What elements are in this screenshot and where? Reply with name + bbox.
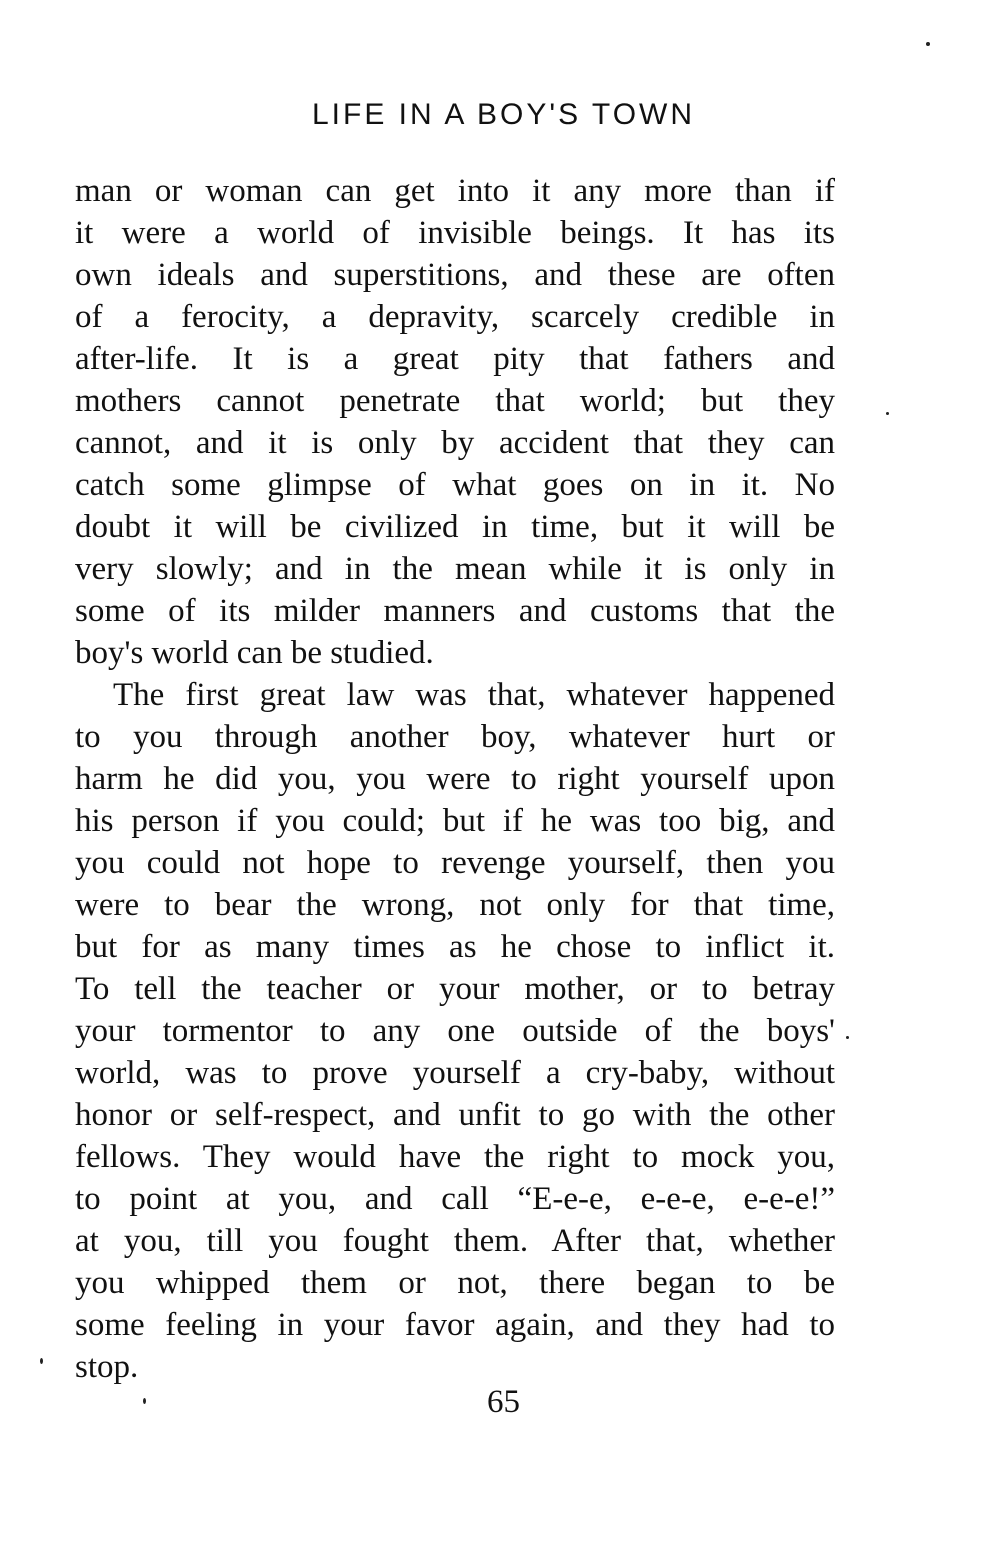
page-number: 65 [487, 1384, 520, 1420]
text-line: after-life. It is a great pity that fathers and [75, 341, 835, 377]
scan-speck [846, 1036, 849, 1039]
scan-speck [886, 412, 889, 415]
running-head: LIFE IN A BOY'S TOWN [311, 98, 696, 131]
text-line: harm he did you, you were to right yourself upon [75, 761, 835, 797]
text-line: mothers cannot penetrate that world; but they [75, 383, 835, 419]
text-line: man or woman can get into it any more than if [75, 173, 835, 209]
text-line: fellows. They would have the right to mock you, [75, 1139, 835, 1175]
text-line: To tell the teacher or your mother, or to betray [75, 971, 835, 1007]
text-line: cannot, and it is only by accident that they can [75, 425, 835, 461]
text-line: you whipped them or not, there began to be [75, 1265, 835, 1301]
text-line: catch some glimpse of what goes on in it. No [75, 467, 835, 503]
text-line: world, was to prove yourself a cry-baby, without [75, 1055, 835, 1091]
text-line: your tormentor to any one outside of the boys' [75, 1013, 835, 1049]
text-line: to you through another boy, whatever hurt or [75, 719, 835, 755]
text-line: honor or self-respect, and unfit to go with the other [75, 1097, 835, 1133]
text-line: his person if you could; but if he was too big, and [75, 803, 835, 839]
text-line: very slowly; and in the mean while it is only in [75, 551, 835, 587]
text-line: at you, till you fought them. After that, whether [75, 1223, 835, 1259]
text-line: boy's world can be studied. [75, 635, 434, 671]
text-line: own ideals and superstitions, and these are often [75, 257, 835, 293]
text-line: some feeling in your favor again, and they had to [75, 1307, 835, 1343]
text-line: stop. [75, 1349, 139, 1385]
text-line: were to bear the wrong, not only for that time, [75, 887, 835, 923]
paragraph-2 [75, 674, 835, 1388]
scan-speck [926, 42, 930, 46]
scan-speck [40, 1358, 43, 1364]
paragraph-1 [75, 170, 835, 674]
text-line: of a ferocity, a depravity, scarcely credible in [75, 299, 835, 335]
text-line: doubt it will be civilized in time, but it will be [75, 509, 835, 545]
text-line: but for as many times as he chose to inflict it. [75, 929, 835, 965]
text-line: some of its milder manners and customs that the [75, 593, 835, 629]
body-text [75, 170, 835, 1388]
text-line: to point at you, and call “E-e-e, e-e-e, e-e-e!” [75, 1181, 835, 1217]
text-line: The first great law was that, whatever happened [113, 677, 835, 713]
text-line: you could not hope to revenge yourself, then you [75, 845, 835, 881]
scan-speck [143, 1398, 146, 1404]
text-line: it were a world of invisible beings. It has its [75, 215, 835, 251]
